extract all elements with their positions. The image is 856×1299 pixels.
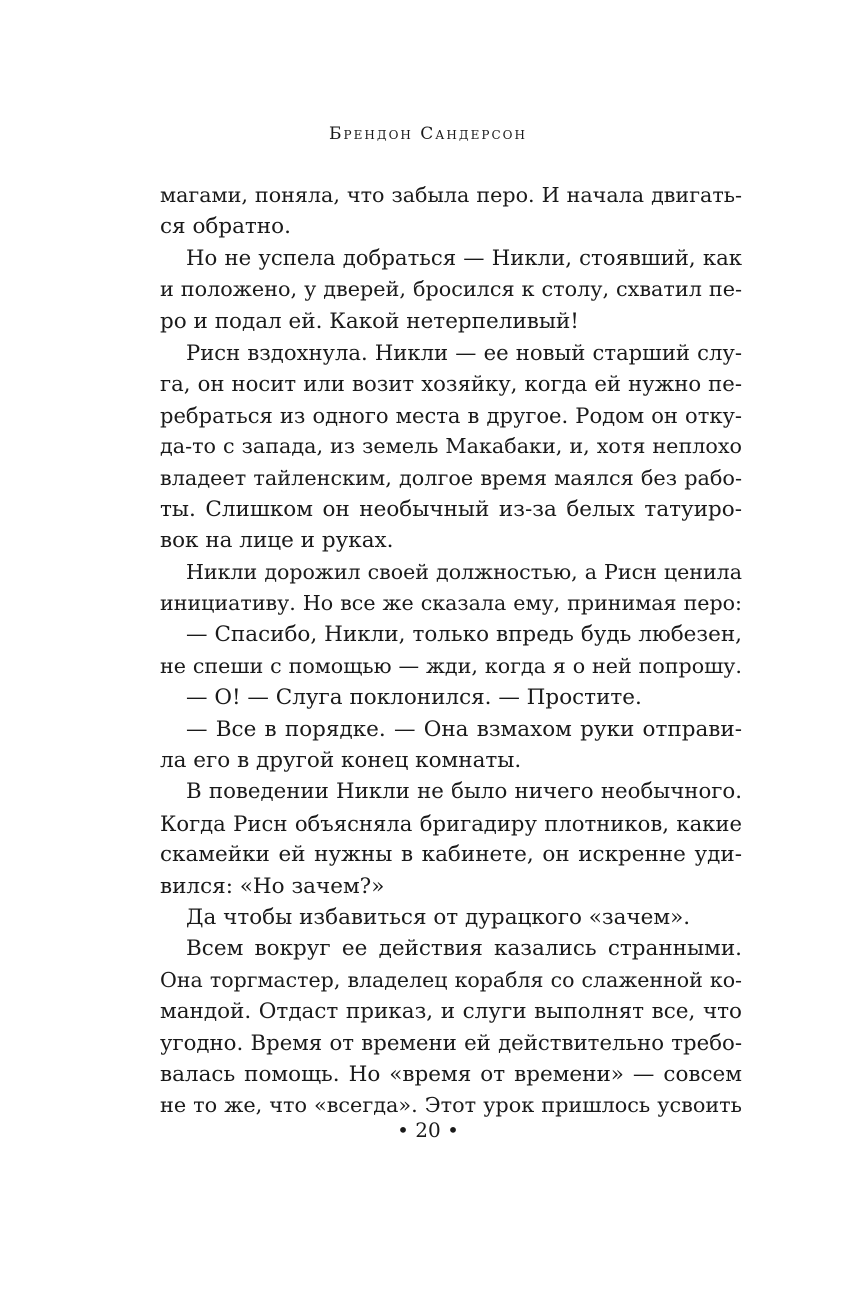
running-head: Брендон Сандерсон — [329, 124, 527, 144]
text-line: га, он носит или возит хозяйку, когда ей нужно пе- — [160, 371, 742, 397]
text-line: В поведении Никли не было ничего необычного. — [186, 779, 742, 805]
text-line: Никли дорожил своей должностью, а Рисн ценила — [186, 559, 742, 584]
text-line: вок на лице и руках. — [160, 528, 394, 554]
text-line: Но не успела добраться — Никли, стоявший, как — [186, 245, 742, 271]
body-text — [160, 180, 742, 1122]
text-line: и положено, у дверей, бросился к столу, схватил пе- — [160, 277, 742, 302]
text-line: да-то с запада, из земель Макабаки, и, хотя неплохо — [160, 434, 742, 459]
text-line: инициативу. Но все же сказала ему, принимая перо: — [160, 591, 742, 616]
text-line: ла его в другой конец комнаты. — [160, 748, 522, 774]
text-line: Рисн вздохнула. Никли — ее новый старший слу- — [186, 339, 742, 365]
text-line: скамейки ей нужны в кабинете, он искренне уди- — [160, 842, 742, 868]
text-line: Когда Рисн объясняла бригадиру плотников, какие — [160, 810, 742, 836]
text-line: — О! — Слуга поклонился. — Простите. — [186, 685, 642, 711]
text-line: — Все в порядке. — Она взмахом руки отправи- — [186, 716, 742, 742]
text-line: валась помощь. Но «время от времени» — совсем — [160, 1061, 742, 1087]
text-line: Она торгмастер, владелец корабля со слаженной ко- — [160, 967, 742, 992]
text-line: владеет тайленским, долгое время маялся без рабо- — [160, 465, 742, 490]
text-line: Всем вокруг ее действия казались странными. — [186, 936, 742, 962]
text-line: — Спасибо, Никли, только впредь будь любезен, — [186, 622, 742, 648]
text-line: магами, поняла, что забыла перо. И начала двигать- — [160, 183, 742, 207]
text-line: мандой. Отдаст приказ, и слуги выполнят все, что — [160, 999, 742, 1025]
text-line: не спеши с помощью — жди, когда я о ней попрошу. — [160, 653, 742, 678]
text-line: ребраться из одного места в другое. Родом он отку- — [160, 402, 742, 428]
text-line: ро и подал ей. Какой нетерпеливый! — [160, 308, 579, 334]
text-line: угодно. Время от времени ей действительно требо- — [160, 1030, 742, 1056]
text-line: не то же, что «всегда». Этот урок пришлось усвоить — [160, 1093, 742, 1118]
text-line: ся обратно. — [160, 214, 291, 240]
text-line: вился: «Но зачем?» — [160, 873, 385, 899]
page-number: • 20 • — [397, 1118, 459, 1142]
text-line: ты. Слишком он необычный из-за белых татуиро- — [160, 496, 742, 522]
text-line: Да чтобы избавиться от дурацкого «зачем». — [186, 904, 691, 930]
